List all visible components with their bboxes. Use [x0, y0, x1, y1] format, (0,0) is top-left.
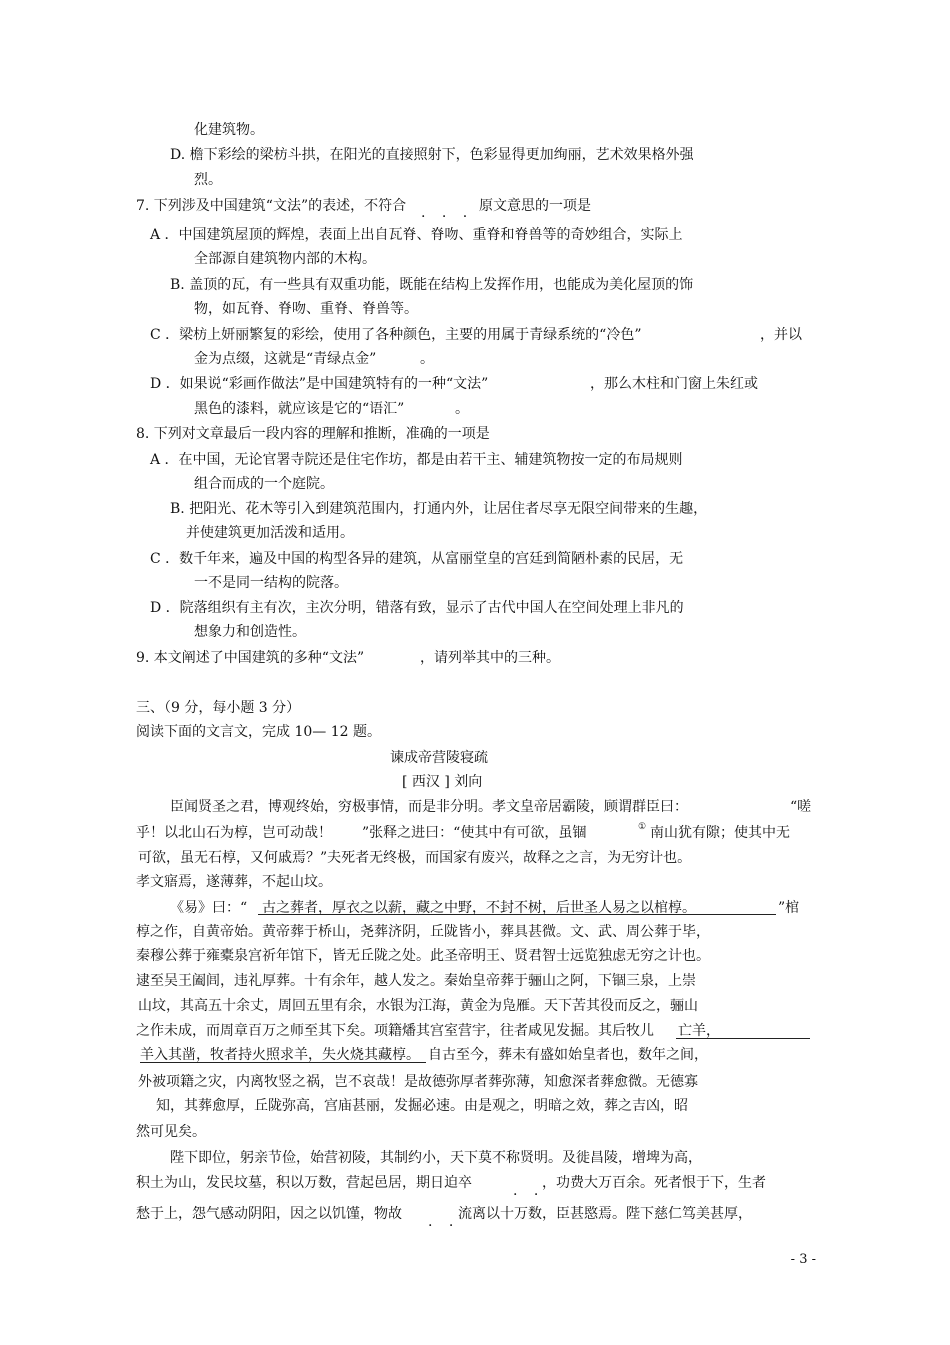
passage-line: 臣闻贤圣之君，博观终始，穷极事情，而是非分明。孝文皇帝居霸陵，顾谓群臣曰： — [170, 799, 688, 815]
underline-rule — [140, 1062, 426, 1063]
footnote-marker: ① — [638, 822, 647, 832]
text-line: 化建筑物。 — [194, 122, 264, 138]
q8-option-d: D ．院落组织有主有次，主次分明，错落有致，显示了古代中国人在空间处理上非凡的 — [150, 600, 684, 616]
passage-line: 然可见矣。 — [136, 1124, 206, 1140]
q8-option-a-cont: 组合而成的一个庭院。 — [194, 476, 334, 492]
passage-title: 谏成帝营陵寝疏 — [390, 750, 488, 766]
q7-option-b-cont: 物，如瓦脊、脊吻、重脊、脊兽等。 — [194, 301, 418, 317]
passage-line: 陛下即位，躬亲节俭，始营初陵，其制约小，天下莫不称贤明。及徙昌陵，增埤为高， — [170, 1150, 702, 1166]
underline-rule — [676, 1038, 810, 1039]
emphasis-dots: . . . — [421, 205, 474, 221]
q7-option-d-tail: ，那么木柱和门窗上朱红或 — [590, 376, 758, 392]
q7-option-d-cont: 黑色的漆料，就应该是它的“语汇” — [194, 401, 405, 417]
q7-option-a: A ．中国建筑屋顶的辉煌，表面上出自瓦脊、脊吻、重脊和脊兽等的奇妙组合，实际上 — [150, 227, 683, 243]
passage-fragment: ”张释之进曰：“使其中有可欲，虽锢 — [362, 825, 587, 841]
passage-line: 秦穆公葬于雍橐泉宫祈年馆下，皆无丘陇之处。此圣帝明王、贤君智士远览独虑无穷之计也。 — [136, 948, 710, 964]
option-d-line: D. 檐下彩绘的梁枋斗拱，在阳光的直接照射下，色彩显得更加绚丽，艺术效果格外强 — [170, 147, 694, 163]
passage-line: 愁于上，怨气感动阴阳，因之以饥馑，物故 — [136, 1206, 402, 1222]
passage-line: 乎！以北山石为椁，岂可动哉！ — [136, 825, 332, 841]
passage-line: 山坟，其高五十余丈，周回五里有余，水银为江海，黄金为凫雁。天下苦其役而反之，骊山 — [138, 998, 698, 1014]
passage-line: 知，其葬愈厚，丘陇弥高，宫庙甚丽，发掘必速。由是观之，明暗之效，葬之吉凶，昭 — [156, 1098, 688, 1114]
question-8: 8. 下列对文章最后一段内容的理解和推断，准确的一项是 — [136, 426, 490, 442]
underlined-quote: 古之葬者，厚衣之以薪，藏之中野，不封不树，后世圣人易之以棺椁。 — [262, 900, 696, 916]
page-number: - 3 - — [790, 1252, 816, 1267]
section-heading: 三、（9 分，每小题 3 分） — [136, 700, 301, 716]
passage-author: [ 西汉 ] 刘向 — [402, 774, 483, 790]
passage-fragment: 南山犹有隙；使其中无 — [650, 825, 790, 841]
passage-fragment: 流离以十万数，臣甚愍焉。陛下慈仁笃美甚厚， — [458, 1206, 752, 1222]
q7-option-b: B. 盖顶的瓦，有一些具有双重功能，既能在结构上发挥作用，也能成为美化屋顶的饰 — [170, 277, 694, 293]
passage-line: 外被项籍之灾，内离牧竖之祸，岂不哀哉！是故德弥厚者葬弥薄，知愈深者葬愈微。无德寡 — [138, 1074, 698, 1090]
q7-option-c-cont: 金为点缀，这就是“青绿点金” — [194, 351, 377, 367]
passage-line: 可欲，虽无石椁，又何戚焉？”夫死者无终极，而国家有废兴，故释之之言，为无穷计也。 — [138, 850, 692, 866]
q8-option-c: C ．数千年来，遍及中国的构型各异的建筑，从富丽堂皇的宫廷到简陋朴素的民居，无 — [150, 551, 684, 567]
q8-option-b: B. 把阳光、花木等引入到建筑范围内，打通内外，让居住者尽享无限空间带来的生趣， — [170, 501, 708, 517]
passage-fragment: 自古至今，葬未有盛如始皇者也，数年之间， — [428, 1047, 708, 1063]
passage-line: 《易》曰：“ — [170, 900, 248, 916]
passage-line: 积土为山，发民坟墓，积以万数，营起邑居，期日迫卒 — [136, 1175, 472, 1191]
question-7-cont: 原文意思的一项是 — [479, 198, 591, 214]
question-9-cont: ，请列举其中的三种。 — [420, 650, 560, 666]
underlined-phrase: 亡羊， — [678, 1023, 720, 1039]
q8-option-a: A ．在中国，无论官署寺院还是住宅作坊，都是由若干主、辅建筑物按一定的布局规则 — [150, 452, 683, 468]
underlined-phrase: 羊入其凿，牧者持火照求羊，失火烧其藏椁。 — [140, 1047, 420, 1063]
text-line: 烈。 — [194, 172, 222, 188]
q7-option-d: D ．如果说“彩画作做法”是中国建筑特有的一种“文法” — [150, 376, 489, 392]
emphasis-dots: . . — [428, 1214, 460, 1230]
question-9: 9. 本文阐述了中国建筑的多种“文法” — [136, 650, 365, 666]
passage-line: 孝文寤焉，遂薄葬，不起山坟。 — [136, 874, 332, 890]
q7-option-a-cont: 全部源自建筑物内部的木构。 — [194, 251, 376, 267]
passage-fragment: ”棺 — [778, 900, 800, 916]
emphasis-dots: . . — [513, 1183, 545, 1199]
q7-option-c: C ．梁枋上妍丽繁复的彩绘，使用了各种颜色，主要的用属于青绿系统的“冷色” — [150, 327, 642, 343]
q8-option-c-cont: 一不是同一结构的院落。 — [194, 575, 348, 591]
underline-rule — [258, 914, 776, 915]
passage-line: 逮至吴王阖闾，违礼厚葬。十有余年，越人发之。秦始皇帝葬于骊山之阿，下锢三泉，上崇 — [136, 973, 696, 989]
q7-option-c-tail: ，并以 — [760, 327, 802, 343]
passage-line: 之作未成，而周章百万之师至其下矣。项籍燔其宫室营宇，往者咸见发掘。其后牧儿 — [136, 1023, 654, 1039]
q8-option-d-cont: 想象力和创造性。 — [194, 624, 306, 640]
q8-option-b-cont: 并使建筑更加活泼和适用。 — [186, 525, 354, 541]
section-instruction: 阅读下面的文言文，完成 10— 12 题。 — [136, 724, 381, 740]
text-fragment: 。 — [455, 401, 469, 417]
text-fragment: 。 — [420, 351, 434, 367]
question-7: 7. 下列涉及中国建筑“文法”的表述，不符合 — [136, 198, 407, 214]
passage-fragment: “嗟 — [790, 799, 812, 815]
passage-fragment: ，功费大万百余。死者恨于下，生者 — [542, 1175, 766, 1191]
passage-line: 椁之作，自黄帝始。黄帝葬于桥山，尧葬济阴，丘陇皆小，葬具甚微。文、武、周公葬于毕， — [136, 924, 710, 940]
